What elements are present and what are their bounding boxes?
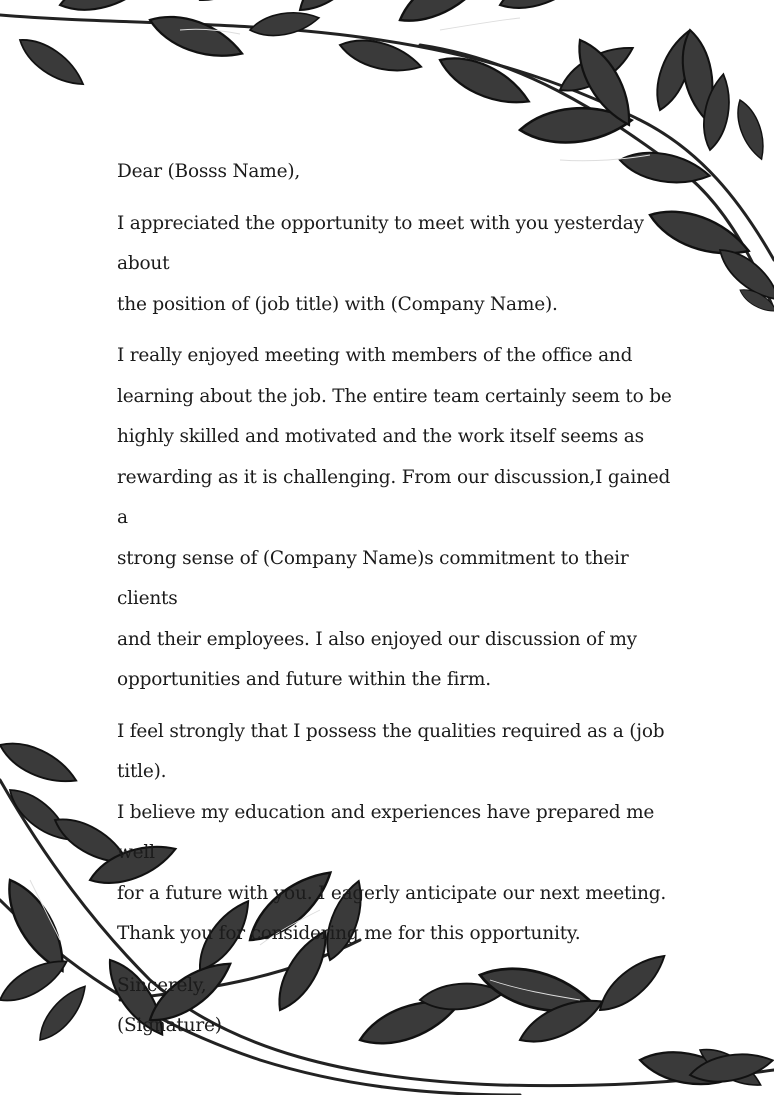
letter-paragraph-3: I feel strongly that I possess the qualities required as a (job title). I believe my education and experiences have prepared me well for a future with you. I eagerly anticipate our next meeting. Thank you for considering me for this opportunity. [117,720,667,944]
letter-signature: (Signature) [117,1015,222,1036]
letter-body [117,152,677,1047]
letter-closing: Sincerely, [117,974,207,996]
letter-paragraph-1: I appreciated the opportunity to meet with you yesterday about the position of (job title) with (Company Name). [117,212,644,315]
letter-greeting: Dear (Bosss Name), [117,161,301,182]
letter-paragraph-2: I really enjoyed meeting with members of the office and learning about the job. The entire team certainly seem to be highly skilled and motivated and the work itself seems as rewarding as it is challenging. From our discussion,I gained a strong sense of (Company Name)s commitment to their clients and their employees. I also enjoyed our discussion of my opportunities and future within the firm. [117,345,672,690]
